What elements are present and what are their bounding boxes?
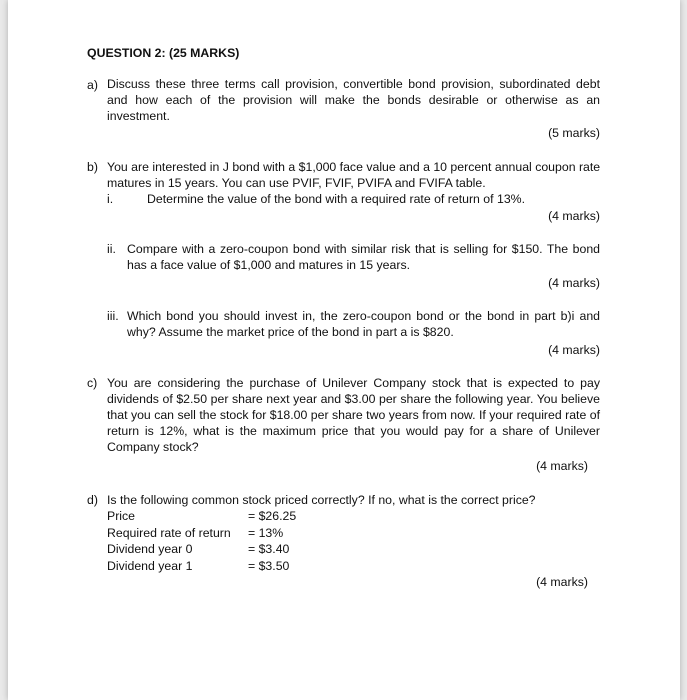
document-page: [8, 0, 680, 700]
part-a-label: a): [87, 78, 98, 92]
part-b-i-label: i.: [107, 192, 114, 206]
part-c-label: c): [87, 376, 98, 390]
part-b-ii-label: ii.: [107, 242, 116, 256]
part-b-intro-line2: matures in 15 years. You can use PVIF, FVIF, PVIFA and FVIFA table.: [107, 176, 486, 190]
part-b-i-text: Determine the value of the bond with a required rate of return of 13%.: [147, 192, 526, 206]
part-d-row-value: = 13%: [248, 526, 284, 540]
part-d-label: d): [87, 493, 98, 507]
part-b-iii-label: iii.: [107, 309, 119, 323]
part-d-row-value: = $3.50: [248, 559, 290, 573]
part-d-row-label: Price: [107, 509, 136, 523]
part-a-text: Discuss these three terms call provision, convertible bond provision, subordinated debt and how each of the provision will make the bonds desirable or otherwise as an investment.: [107, 77, 600, 123]
part-b-label: b): [87, 160, 98, 174]
part-d-marks: (4 marks): [536, 575, 588, 589]
part-b-ii-marks: (4 marks): [548, 276, 600, 290]
question-title: QUESTION 2: (25 MARKS): [87, 46, 240, 60]
part-c-text: You are considering the purchase of Unilever Company stock that is expected to pay dividends of $2.50 per share next year and $3.00 per share the following year. You believe that you can sell the stock for $18.00 per share two years from now. If your required rate of return is 12%, what is the maximum price that you would pay for a share of Unilever Company stock?: [107, 376, 600, 454]
part-d-row-value: = $26.25: [248, 509, 297, 523]
part-d-row-label: Dividend year 1: [107, 559, 193, 573]
part-d-row-value: = $3.40: [248, 542, 290, 556]
part-a-marks: (5 marks): [548, 126, 600, 140]
part-d-row-label: Dividend year 0: [107, 542, 193, 556]
part-b-i-marks: (4 marks): [548, 209, 600, 223]
part-b-iii-marks: (4 marks): [548, 343, 600, 357]
part-b-intro-line1: You are interested in J bond with a $1,000 face value and a 10 percent annual coupon rate: [107, 160, 601, 174]
part-d-row-label: Required rate of return: [107, 526, 231, 540]
part-b-ii-text: Compare with a zero-coupon bond with similar risk that is selling for $150. The bond has a face value of $1,000 and matures in 15 years.: [127, 242, 600, 272]
part-b-iii-text: Which bond you should invest in, the zero-coupon bond or the bond in part b)i and why? Assume the market price of the bond in part a is $820.: [127, 309, 600, 339]
part-c-marks: (4 marks): [536, 459, 588, 473]
part-d-text: Is the following common stock priced correctly? If no, what is the correct price?: [107, 493, 536, 507]
